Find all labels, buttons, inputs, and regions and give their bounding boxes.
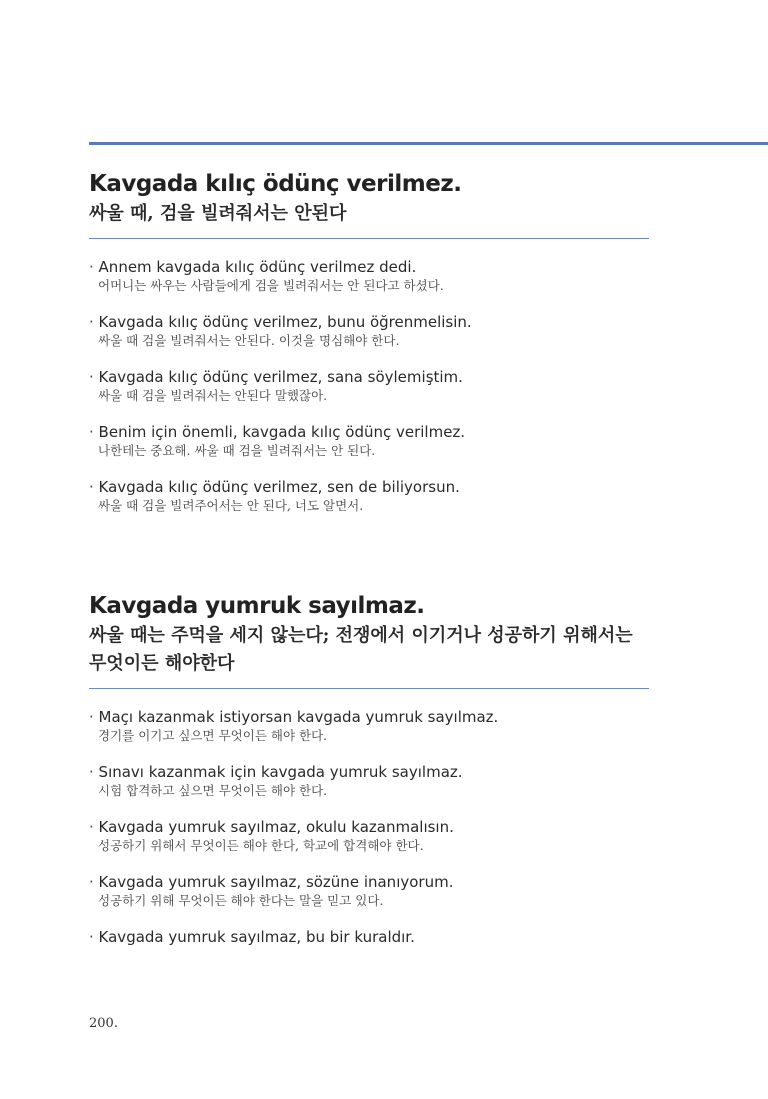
example-turkish: Kavgada yumruk sayılmaz, okulu kazanmalısın. <box>98 818 454 836</box>
page-number: 200. <box>89 1016 118 1031</box>
example-korean: 싸울 때 검을 빌려줘서는 안된다. 이것을 명심해야 한다. <box>98 333 400 348</box>
example-korean: 성공하기 위해서 무엇이든 해야 한다, 학교에 합격해야 한다. <box>98 838 424 853</box>
example-turkish: Maçı kazanmak istiyorsan kavgada yumruk sayılmaz. <box>98 708 499 726</box>
bullet-dot: · <box>89 708 99 726</box>
example-turkish: Kavgada kılıç ödünç verilmez, bunu öğrenmelisin. <box>98 313 472 331</box>
header-rule <box>89 142 768 145</box>
example-item <box>89 927 649 947</box>
bullet-dot: · <box>89 368 99 386</box>
example-turkish: Sınavı kazanmak için kavgada yumruk sayılmaz. <box>98 763 463 781</box>
example-korean: 싸울 때 검을 빌려줘서는 안된다 말했잖아. <box>98 388 328 403</box>
bullet-dot: · <box>89 423 99 441</box>
bullet-dot: · <box>89 763 99 781</box>
example-korean: 성공하기 위해 무엇이든 해야 한다는 말을 믿고 있다. <box>98 893 384 908</box>
example-turkish: Kavgada kılıç ödünç verilmez, sana söylemiştim. <box>98 368 463 386</box>
example-korean: 나한테는 중요해. 싸울 때 검을 빌려줘서는 안 된다. <box>98 443 376 458</box>
example-item <box>89 477 649 515</box>
example-korean: 어머니는 싸우는 사람들에게 검을 빌려줘서는 안 된다고 하셨다. <box>98 278 444 293</box>
example-korean: 싸울 때 검을 빌려주어서는 안 된다, 너도 알면서. <box>98 498 364 513</box>
example-item <box>89 762 649 800</box>
example-turkish: Benim için önemli, kavgada kılıç ödünç verilmez. <box>98 423 466 441</box>
example-korean: 시험 합격하고 싶으면 무엇이든 해야 한다. <box>98 783 328 798</box>
example-item <box>89 422 649 460</box>
example-item <box>89 872 649 910</box>
bullet-dot: · <box>89 818 99 836</box>
proverb-translation: 싸울 때는 주먹을 세지 않는다; 전쟁에서 이기거나 성공하기 위해서는 무엇이든 해야한다 <box>89 625 633 674</box>
example-turkish: Annem kavgada kılıç ödünç verilmez dedi. <box>98 258 417 276</box>
example-item <box>89 312 649 350</box>
example-item <box>89 367 649 405</box>
proverb-title: Kavgada kılıç ödünç verilmez. <box>89 171 462 197</box>
proverb-title: Kavgada yumruk sayılmaz. <box>89 593 425 619</box>
example-turkish: Kavgada yumruk sayılmaz, bu bir kuraldır. <box>98 928 415 946</box>
bullet-dot: · <box>89 873 99 891</box>
section-divider <box>89 238 649 239</box>
example-turkish: Kavgada kılıç ödünç verilmez, sen de biliyorsun. <box>98 478 460 496</box>
bullet-dot: · <box>89 258 99 276</box>
bullet-dot: · <box>89 313 99 331</box>
example-item <box>89 707 649 745</box>
section-divider <box>89 688 649 689</box>
proverb-section-1 <box>89 168 649 532</box>
proverb-translation: 싸울 때, 검을 빌려줘서는 안된다 <box>89 203 347 224</box>
proverb-section-2 <box>89 590 649 964</box>
example-korean: 경기를 이기고 싶으면 무엇이든 해야 한다. <box>98 728 328 743</box>
example-item <box>89 817 649 855</box>
bullet-dot: · <box>89 928 99 946</box>
example-turkish: Kavgada yumruk sayılmaz, sözüne inanıyorum. <box>98 873 454 891</box>
example-item <box>89 257 649 295</box>
bullet-dot: · <box>89 478 99 496</box>
